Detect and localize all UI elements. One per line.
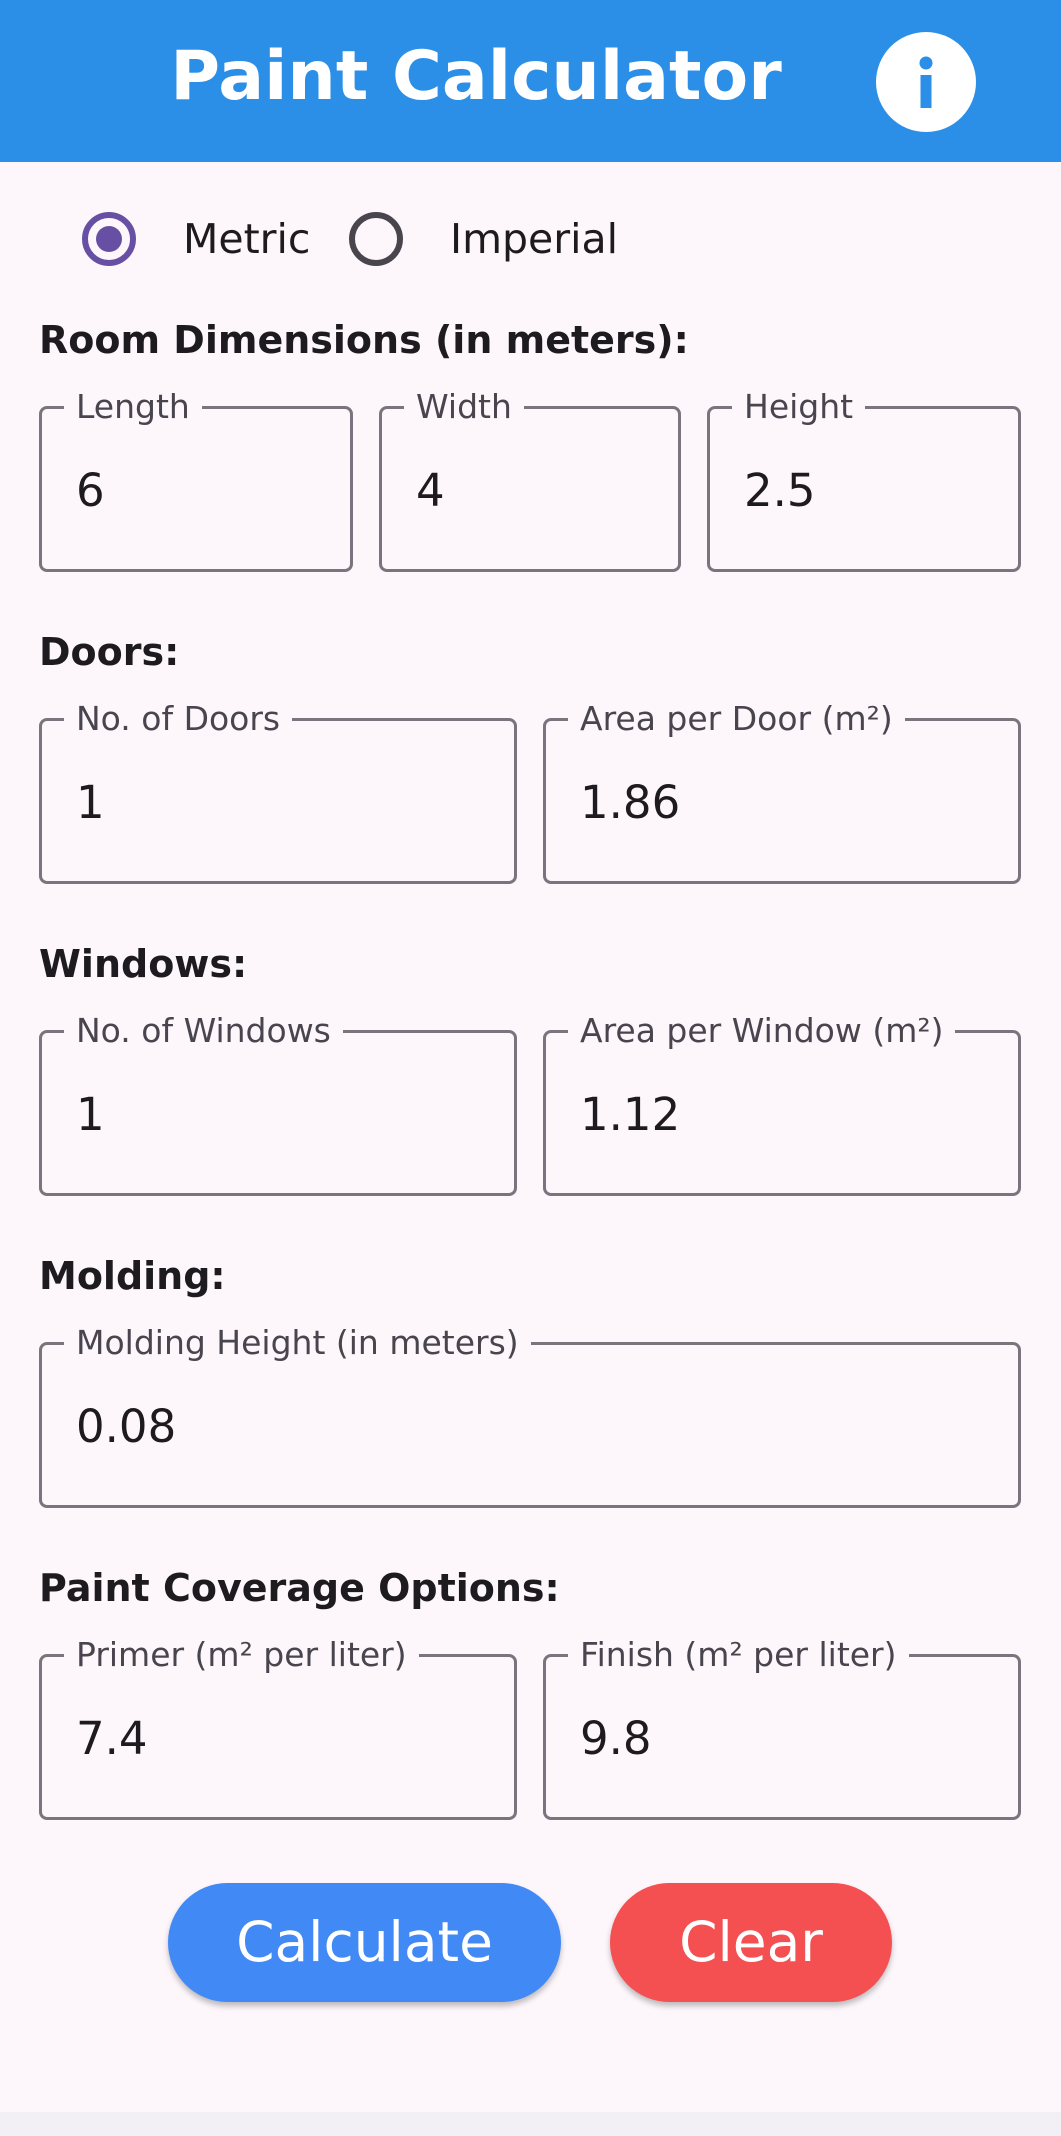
calculate-button[interactable]: Calculate [168,1883,561,2002]
length-label: Length [64,387,202,427]
metric-label[interactable]: Metric [183,215,311,263]
info-icon [876,32,976,132]
molding-height-label: Molding Height (in meters) [64,1323,531,1363]
doors-heading: Doors: [39,630,180,674]
room-dimensions-heading: Room Dimensions (in meters): [39,318,689,362]
app-bar [0,0,1061,162]
length-field[interactable] [39,387,353,572]
windows-heading: Windows: [39,942,248,986]
width-input[interactable] [416,461,652,521]
metric-radio[interactable] [82,212,136,266]
window-area-field[interactable] [543,1011,1021,1196]
finish-coverage-field[interactable] [543,1635,1021,1820]
door-count-field[interactable] [39,699,517,884]
clear-button[interactable]: Clear [610,1883,892,2002]
bottom-edge [0,2112,1061,2136]
window-area-input[interactable] [580,1085,992,1145]
height-input[interactable] [744,461,992,521]
finish-coverage-input[interactable] [580,1709,992,1769]
length-input[interactable] [76,461,324,521]
height-field[interactable] [707,387,1021,572]
window-count-field[interactable] [39,1011,517,1196]
coverage-heading: Paint Coverage Options: [39,1566,560,1610]
info-button[interactable] [876,32,976,132]
imperial-label[interactable]: Imperial [450,215,619,263]
molding-height-input[interactable] [76,1397,992,1457]
height-label: Height [732,387,865,427]
finish-coverage-label: Finish (m² per liter) [568,1635,909,1675]
molding-height-field[interactable] [39,1323,1021,1508]
door-area-label: Area per Door (m²) [568,699,905,739]
primer-coverage-label: Primer (m² per liter) [64,1635,419,1675]
primer-coverage-field[interactable] [39,1635,517,1820]
door-count-input[interactable] [76,773,488,833]
unit-selector [0,200,1061,280]
door-area-field[interactable] [543,699,1021,884]
imperial-radio[interactable] [349,212,403,266]
door-area-input[interactable] [580,773,992,833]
primer-coverage-input[interactable] [76,1709,488,1769]
page-title: Paint Calculator [170,37,782,116]
molding-heading: Molding: [39,1254,226,1298]
window-count-input[interactable] [76,1085,488,1145]
window-count-label: No. of Windows [64,1011,343,1051]
door-count-label: No. of Doors [64,699,292,739]
width-label: Width [404,387,524,427]
width-field[interactable] [379,387,681,572]
window-area-label: Area per Window (m²) [568,1011,955,1051]
